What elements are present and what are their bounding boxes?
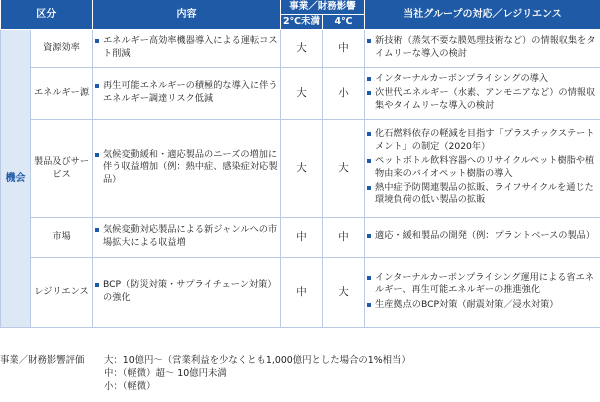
header-impact: 事業／財務影響 [281, 0, 365, 15]
row-category: エネルギー源 [31, 68, 93, 120]
header-content: 内容 [93, 0, 281, 30]
impact-evaluation-legend [0, 354, 600, 393]
content-item: BCP（防災対策・サプライチェーン対策）の強化 [93, 279, 280, 304]
row-response [365, 218, 600, 258]
row-response [365, 30, 600, 68]
response-item: 生産拠点のBCP対策（耐震対策／浸水対策） [365, 299, 600, 311]
row-content [93, 120, 281, 218]
content-item: 気候変動対応製品による新ジャンルへの市場拡大による収益増 [93, 224, 280, 249]
response-item: ペットボトル飲料容器へのリサイクルペット樹脂や植物由来のバイオペット樹脂の導入 [365, 155, 600, 180]
header-response: 当社グループの対応／レジリエンス [365, 0, 600, 30]
row-content [93, 30, 281, 68]
impact-4c: 小 [323, 68, 365, 120]
impact-4c: 中 [323, 30, 365, 68]
legend-small: 小：（軽微） [104, 381, 156, 392]
row-category: 製品及びサービス [31, 120, 93, 218]
table-row [1, 120, 600, 218]
row-response [365, 258, 600, 328]
legend-label: 事業／財務影響評価 [0, 355, 85, 366]
row-response [365, 68, 600, 120]
impact-4c: 大 [323, 120, 365, 218]
table-row [1, 218, 600, 258]
table-row [1, 30, 600, 68]
header-impact-under-2c: 2℃未満 [281, 15, 323, 30]
row-content [93, 218, 281, 258]
content-item: 気候変動緩和・適応製品のニーズの増加に伴う収益増加（例：熱中症、感染症対応製品） [93, 149, 280, 186]
row-response [365, 120, 600, 218]
response-item: 次世代エネルギー（水素、アンモニアなど）の情報収集やタイムリーな導入の検討 [365, 87, 600, 112]
header-impact-4c: 4℃ [323, 15, 365, 30]
response-item: インターナルカーボンプライシング運用による省エネルギー、再生可能エネルギーの推進強化 [365, 272, 600, 297]
impact-under-2c: 大 [281, 68, 323, 120]
response-item: 化石燃料依存の軽減を目指す「プラスチックステートメント」の制定（2020年） [365, 128, 600, 153]
response-item: 熱中症予防関連製品の拡販、ライフサイクルを通じた環境負荷の低い製品の拡販 [365, 182, 600, 207]
impact-under-2c: 中 [281, 258, 323, 328]
row-content [93, 258, 281, 328]
content-item: エネルギー高効率機器導入による運転コスト削減 [93, 35, 280, 60]
response-item: 新技術（蒸気不要な膜処理技術など）の情報収集をタイムリーな導入の検討 [365, 35, 600, 60]
legend-medium: 中：（軽微）超～ 10億円未満 [104, 368, 227, 379]
content-item: 再生可能エネルギーの積極的な導入に伴うエネルギー調達リスク低減 [93, 80, 280, 105]
impact-under-2c: 中 [281, 218, 323, 258]
response-item: 適応・緩和製品の開発（例：プラントベースの製品） [365, 230, 600, 242]
header-category: 区分 [1, 0, 93, 30]
impact-under-2c: 大 [281, 120, 323, 218]
impact-4c: 大 [323, 258, 365, 328]
impact-4c: 中 [323, 218, 365, 258]
legend-large: 大：10億円～（営業利益を少なくとも1,000億円とした場合の1%相当） [104, 355, 411, 366]
table-row [1, 258, 600, 328]
row-category: 資源効率 [31, 30, 93, 68]
response-item: インターナルカーボンプライシングの導入 [365, 73, 600, 85]
group-label-opportunity: 機会 [1, 30, 31, 328]
table-row [1, 68, 600, 120]
row-content [93, 68, 281, 120]
row-category: 市場 [31, 218, 93, 258]
row-category: レジリエンス [31, 258, 93, 328]
impact-under-2c: 大 [281, 30, 323, 68]
